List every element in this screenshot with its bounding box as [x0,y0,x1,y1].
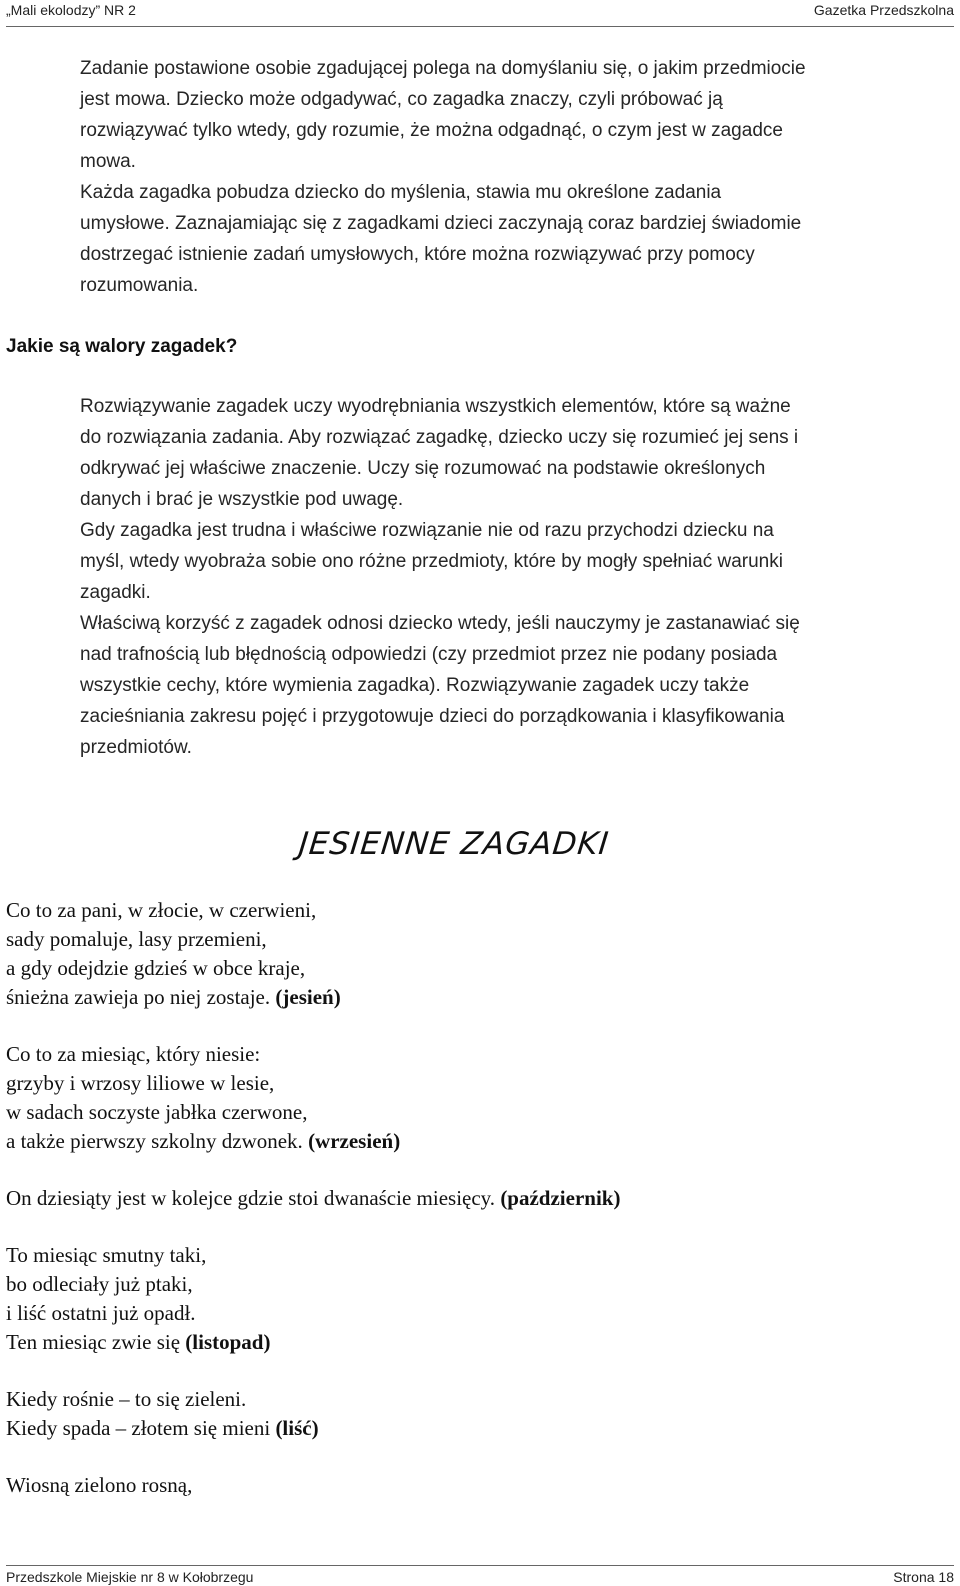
intro-paragraph [80,53,940,301]
riddle-line: Kiedy spada – złotem się mieni [6,1416,271,1440]
riddle-line: i liść ostatni już opadł. [6,1301,196,1325]
riddle-october [6,1184,926,1213]
riddle-spring [6,1471,926,1500]
riddle-line: Kiedy rośnie – to się zieleni. [6,1387,247,1411]
intro-line: jest mowa. Dziecko może odgadywać, co zagadka znaczy, czyli próbować ją [80,89,723,110]
riddle-line: On dziesiąty jest w kolejce gdzie stoi dwanaście miesięcy. [6,1186,496,1210]
riddle-line: w sadach soczyste jabłka czerwone, [6,1100,308,1124]
riddle-line: a także pierwszy szkolny dzwonek. [6,1129,303,1153]
riddle-autumn [6,896,926,1012]
newsletter-title: „Mali ekolodzy” NR 2 [6,2,136,18]
riddle-line: śnieżna zawieja po niej zostaje. [6,985,271,1009]
intro-line: mowa. [80,151,136,172]
newsletter-subtitle: Gazetka Przedszkolna [813,2,954,18]
riddle-line: Co to za miesiąc, który niesie: [6,1042,261,1066]
riddles-list [6,896,926,1500]
riddle-answer: (wrzesień) [308,1129,401,1153]
walory-line: danych i brać je wszystkie pod uwagę. [80,489,404,510]
walory-line: wszystkie cechy, które wymienia zagadka). Rozwiązywanie zagadek uczy także [80,675,750,696]
riddles-title: JESIENNE ZAGADKI [297,826,611,862]
riddle-answer: (liść) [275,1416,319,1440]
riddle-answer: (październik) [500,1186,621,1210]
intro-line: umysłowe. Zaznajamiając się z zagadkami dzieci zaczynają coraz bardziej świadomie [80,213,802,234]
walory-line: zacieśniania zakresu pojęć i przygotowuje dzieci do porządkowania i klasyfikowania [80,706,785,727]
riddle-line-with-answer [6,1127,926,1156]
intro-line: Każda zagadka pobudza dziecko do myślenia, stawia mu określone zadania [80,182,722,203]
riddle-line: Co to za pani, w złocie, w czerwieni, [6,898,317,922]
section-heading: Jakie są walory zagadek? [6,336,238,357]
riddle-line: sady pomaluje, lasy przemieni, [6,927,267,951]
walory-line: zagadki. [80,582,151,603]
page-number: Strona 18 [893,1569,954,1585]
intro-line: rozumowania. [80,275,199,296]
riddle-line: grzyby i wrzosy liliowe w lesie, [6,1071,275,1095]
riddle-answer: (jesień) [275,985,341,1009]
walory-paragraph [80,391,942,763]
riddle-line-with-answer [6,983,926,1012]
walory-line: nad trafnością lub błędnością odpowiedzi (czy przedmiot przez nie podany posiada [80,644,778,665]
riddle-line: Wiosną zielono rosną, [6,1473,193,1497]
riddle-november [6,1241,926,1357]
riddle-line-with-answer [6,1328,926,1357]
walory-line: myśl, wtedy wyobraża sobie ono różne przedmioty, które by mogły spełniać warunki [80,551,783,572]
riddle-leaf [6,1385,926,1443]
walory-line: do rozwiązania zadania. Aby rozwiązać zagadkę, dziecko uczy się rozumieć jej sens i [80,427,799,448]
riddle-line-with-answer [6,1414,926,1443]
walory-line: Gdy zagadka jest trudna i właściwe rozwiązanie nie od razu przychodzi dziecku na [80,520,774,541]
riddle-line: a gdy odejdzie gdzieś w obce kraje, [6,956,306,980]
walory-line: Rozwiązywanie zagadek uczy wyodrębniania wszystkich elementów, które są ważne [80,396,791,417]
riddle-september [6,1040,926,1156]
riddle-line: bo odleciały już ptaki, [6,1272,193,1296]
riddle-answer: (listopad) [185,1330,271,1354]
walory-line: przedmiotów. [80,737,192,758]
riddle-line: To miesiąc smutny taki, [6,1243,207,1267]
intro-line: dostrzegać istnienie zadań umysłowych, które można rozwiązywać przy pomocy [80,244,755,265]
walory-line: Właściwą korzyść z zagadek odnosi dziecko wtedy, jeśli nauczymy je zastanawiać się [80,613,800,634]
intro-line: rozwiązywać tylko wtedy, gdy rozumie, że można odgadnąć, o czym jest w zagadce [80,120,783,141]
riddle-line-with-answer [6,1184,926,1213]
footer-school-name: Przedszkole Miejskie nr 8 w Kołobrzegu [6,1569,254,1585]
intro-line: Zadanie postawione osobie zgadującej polega na domyślaniu się, o jakim przedmiocie [80,58,806,79]
riddle-line: Ten miesiąc zwie się [6,1330,181,1354]
page-header [6,0,954,27]
walory-line: odkrywać jej właściwe znaczenie. Uczy się rozumować na podstawie określonych [80,458,766,479]
